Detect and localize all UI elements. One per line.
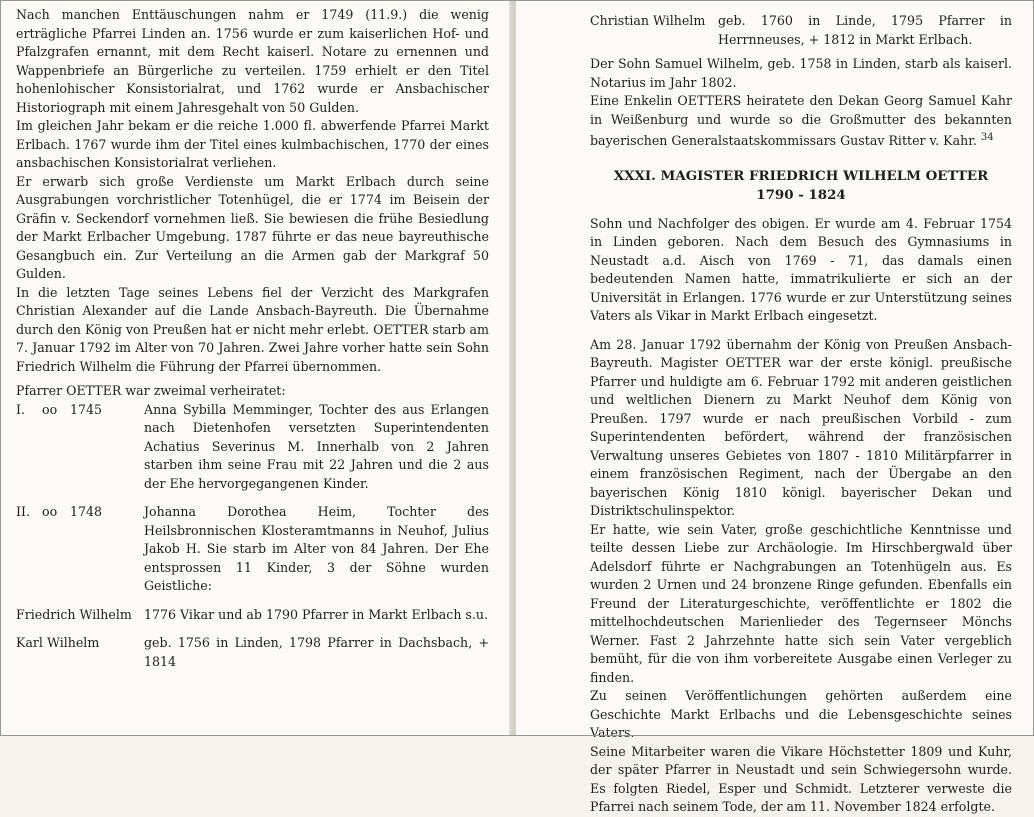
marriage-intro: Pfarrer OETTER war zweimal verheiratet: [16,383,286,398]
marriage-number: I. [16,401,25,417]
paragraph: Der Sohn Samuel Wilhelm, geb. 1758 in Linden, starb als kaiserl. Notarius im Jahr 1802. [590,56,1012,90]
marriage-entry [16,401,489,494]
paragraph-text: Eine Enkelin OETTERS heiratete den Dekan Georg Samuel Kahr in Weißenburg und wurde so die Großmutter des bekannten bayerischen Generalstaatskommissars Gustav Ritter v. Kahr. [590,93,1012,149]
marriage-year: 1745 [70,401,103,417]
footnote-reference: 34 [980,132,994,143]
paragraph: Am 28. Januar 1792 übernahm der König von Preußen Ansbach-Bayreuth. Magister OETTER war der erste königl. preußische Pfarrer und huldigte am 6. Februar 1792 mit anderen geistlichen und weltlichen Dienern zu Markt Neuhof dem König von Preußen. 1797 wurde er nach preußischen Vorbild - zum Superintendenten befördert, während der französischen Verwaltung unseres Gebietes von 1807 - 1810 Militärpfarrer in einem französischen Regiment, nach der Übergabe an den bayerischen König 1810 königl. bayerischer Dekan und Distriktschulinspektor. [590,336,1012,519]
son-entry [16,606,489,625]
paragraph: Er erwarb sich große Verdienste um Markt Erlbach durch seine Ausgrabungen vorchristlicher Totenhügel, die er 1774 im Beisein der Gräfin v. Seckendorf vornehmen ließ. Sie bewiesen die frühe Besiedlung der Markt Erlbacher Umgebung. 1787 führte er das neue bayreuthische Gesangbuch ein. Zur Verteilung an die Armen gab der Markgraf 50 Gulden. [16,173,489,281]
son-name: Friedrich Wilhelm [16,606,132,622]
paragraph: Er hatte, wie sein Vater, große geschichtliche Kenntnisse und teilte dessen Liebe zur Archäologie. Im Hirschbergwald über Adelsdorf führte er Nachgrabungen an Totenhügeln aus. Es wurden 2 Urnen und 24 bronzene Ringe gefunden. Ebenfalls ein Freund der Literaturgeschichte, veröffentlichte er 1802 die mittelhochdeutschen Marienlieder des Tegernseer Mönchs Werner. Fast 2 Jahrzehnte hatte sich sein Vater vergeblich bemüht, für die von ihm vorbereitete Ausgabe einen Verleger zu finden. [590,521,1012,685]
son-text: geb. 1760 in Linde, 1795 Pfarrer in Herrnneuses, + 1812 in Markt Erlbach. [718,13,1012,47]
paragraph [590,92,1012,151]
marriage-symbol: oo [42,401,58,417]
paragraph: Im gleichen Jahr bekam er die reiche 1.000 fl. abwerfende Pfarrei Markt Erlbach. 1767 wurde ihm der Titel eines kulmbachischen, 1770 der eines ansbachischen Konsistorialrat verliehen. [16,118,489,170]
left-page [0,0,513,736]
marriage-symbol: oo [42,504,58,519]
son-entry [590,12,1012,49]
marriage-number: II. [16,504,30,519]
marriage-text: Johanna Dorothea Heim, Tochter des Heilsbronnischen Klosteramtmanns in Neuhof, Julius Jakob H. Sie starb im Alter von 84 Jahren. Der Ehe entsprossen 11 Kinder, 3 der Söhne wurden Geistliche: [144,504,489,593]
son-entry [16,634,489,671]
paragraph: In die letzten Tage seines Lebens fiel der Verzicht des Markgrafen Christian Alexander auf die Lande Ansbach-Bayreuth. Die Übernahme durch den König von Preußen hat er nicht mehr erlebt. OETTER starb am 7. Januar 1792 im Alter von 70 Jahren. Zwei Jahre vorher hatte sein Sohn Friedrich Wilhelm die Führung der Pfarrei übernommen. [16,284,489,374]
chapter-title-line: XXXI. MAGISTER FRIEDRICH WILHELM OETTER [613,167,989,184]
paragraph: Sohn und Nachfolger des obigen. Er wurde am 4. Februar 1754 in Linden geboren. Nach dem Besuch des Gymnasiums in Neustadt a.d. Aisch von 1769 - 71, das damals einen bedeutenden Namen hatte, immatrikulierte er sich an der Universität in Erlangen. 1776 wurde er zur Unterstützung seines Vaters als Vikar in Markt Erlbach eingesetzt. [590,215,1012,324]
chapter-title-years: 1790 - 1824 [756,186,846,203]
son-text: 1776 Vikar und ab 1790 Pfarrer in Markt Erlbach s.u. [144,606,489,622]
son-name: Karl Wilhelm [16,635,100,650]
marriage-text: Anna Sybilla Memminger, Tochter des aus Erlangen nach Dietenhofen versetzten Superintendenten Achatius Severinus M. Innerhalb von 2 Jahren starben ihm seine Frau mit 22 Jahren und die 2 aus der Ehe hervorgegangenen Kinder. [144,401,489,491]
right-page [516,0,1034,815]
son-name: Christian Wilhelm [590,13,706,28]
paragraph: Nach manchen Enttäuschungen nahm er 1749 (11.9.) die wenig erträgliche Pfarrei Linden an. 1756 wurde er zum kaiserlichen Hof- und Pfalzgrafen ernannt, mit dem Recht kaiserl. Notare zu ernennen und Wappenbriefe an Bürgerliche zu verteilen. 1759 erhielt er den Titel hohenlohischer Konsistorialrat, und 1762 wurde er Ansbachischer Historiograph mit einem Jahresgehalt von 50 Gulden. [16,7,489,115]
marriage-year: 1748 [70,504,103,519]
paragraph: Zu seinen Veröffentlichungen gehörten außerdem eine Geschichte Markt Erlbachs und die Lebensgeschichte seines Vaters. [590,688,1012,741]
marriage-entry [16,503,489,596]
son-text: geb. 1756 in Linden, 1798 Pfarrer in Dachsbach, + 1814 [144,635,489,669]
paragraph: Seine Mitarbeiter waren die Vikare Höchstetter 1809 und Kuhr, der später Pfarrer in Neustadt und sein Schwiegersohn wurde. Es folgten Riedel, Esper und Schmidt. Letzterer verweste die Pfarrei nach seinem Tode, der am 11. November 1824 erfolgte. [590,743,1012,815]
chapter-title [590,167,1012,205]
